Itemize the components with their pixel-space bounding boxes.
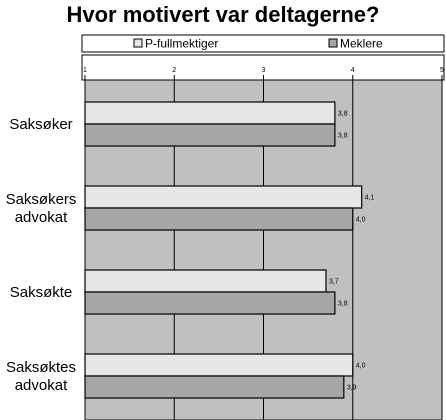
bar-3-2 — [85, 292, 335, 314]
data-label-4-2: 3,9 — [346, 384, 357, 392]
x-tick-label-2: 2 — [172, 67, 177, 74]
data-label-1-2: 3,8 — [337, 132, 348, 140]
bar-2-1 — [85, 186, 362, 208]
data-label-2-1: 4,1 — [364, 194, 375, 202]
chart-title: Hvor motivert var deltagerne? — [66, 2, 380, 27]
y-category-label-1: Saksøker — [9, 116, 73, 133]
x-tick-label-4: 4 — [350, 67, 355, 74]
x-tick-label-3: 3 — [261, 67, 266, 74]
bar-1-1 — [85, 102, 335, 124]
y-category-label-4: Saksøktes advokat — [5, 359, 77, 394]
bar-4-1 — [85, 354, 353, 376]
bar-1-2 — [85, 124, 335, 146]
data-label-3-1: 3,7 — [328, 278, 339, 286]
bar-2-2 — [85, 208, 353, 230]
y-category-label-2: Saksøkers advokat — [5, 191, 77, 226]
legend-label-1: P-fullmektiger — [145, 36, 219, 51]
x-tick-label-5: 5 — [440, 67, 444, 74]
data-label-3-2: 3,8 — [337, 300, 348, 308]
bar-4-2 — [85, 376, 344, 398]
data-label-2-2: 4,0 — [355, 216, 366, 224]
data-label-1-1: 3,8 — [337, 110, 348, 118]
bar-3-1 — [85, 270, 326, 292]
legend-swatch-2 — [329, 39, 337, 47]
legend-swatch-1 — [134, 39, 142, 47]
y-category-label-3: Saksøkte — [9, 284, 73, 301]
x-tick-label-1: 1 — [83, 67, 87, 74]
data-label-4-1: 4,0 — [355, 362, 366, 370]
legend-label-2: Meklere — [340, 36, 383, 51]
